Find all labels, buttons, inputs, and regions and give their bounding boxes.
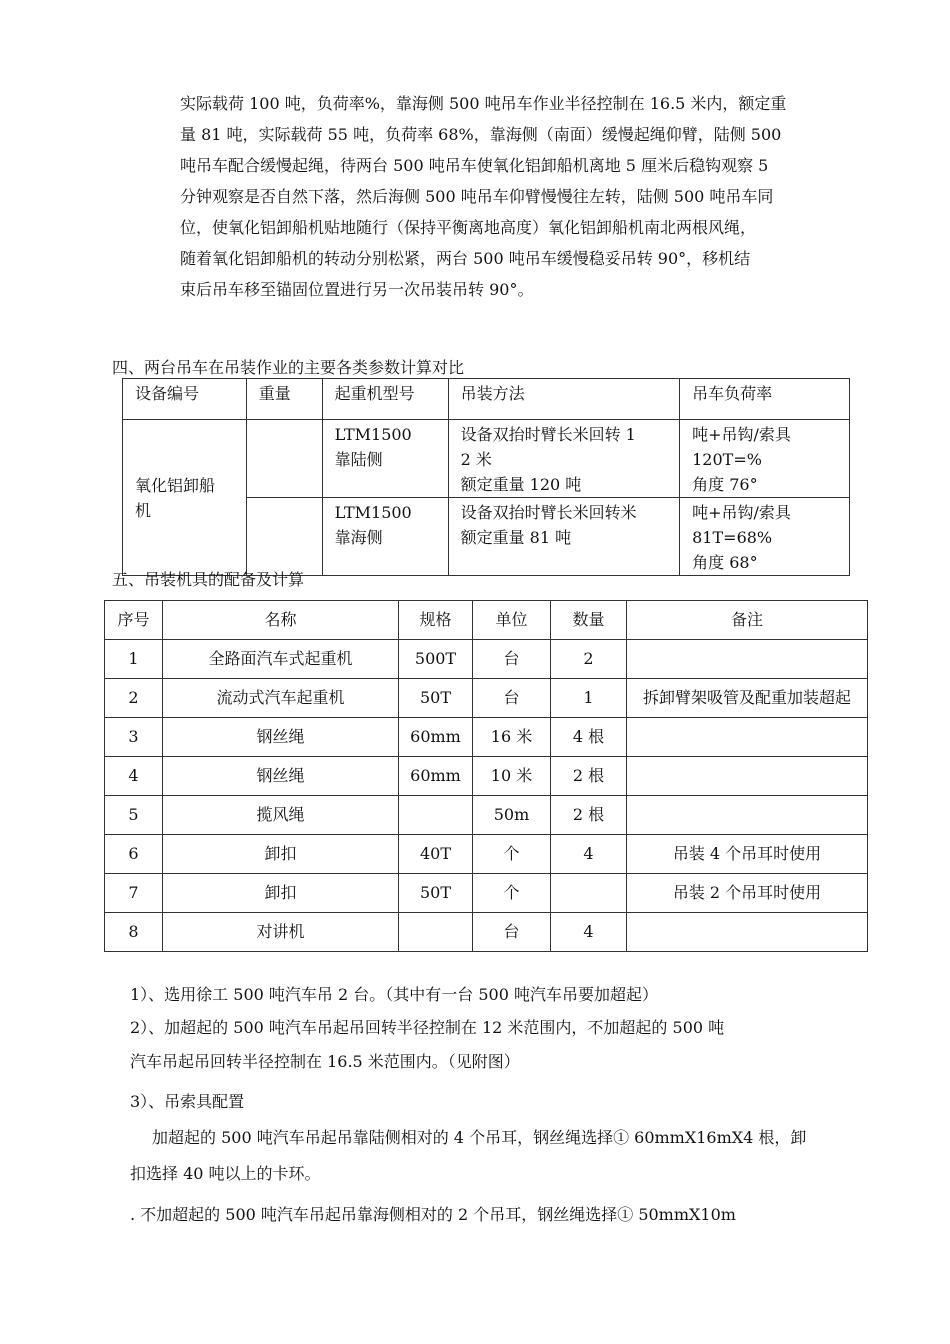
table-row xyxy=(105,640,868,679)
table-cell: 2 根 xyxy=(551,796,627,835)
rigging-equipment-table xyxy=(104,600,868,952)
table-cell: 2 xyxy=(551,640,627,679)
paragraph-line: 吨吊车配合缓慢起绳，待两台 500 吨吊车使氧化铝卸船机离地 5 厘米后稳钩观察 5 xyxy=(180,156,769,175)
table-cell: 4 xyxy=(551,835,627,874)
table-cell: 2 xyxy=(105,679,163,718)
table-cell: 3 xyxy=(105,718,163,757)
table-cell: 500T xyxy=(399,640,473,679)
table-row xyxy=(105,718,868,757)
table-cell: 50m xyxy=(473,796,551,835)
table-cell: 钢丝绳 xyxy=(163,718,399,757)
paragraph-line: 实际载荷 100 吨，负荷率%，靠海侧 500 吨吊车作业半径控制在 16.5 米内，额定重 xyxy=(180,94,787,113)
note-line: 2）、加超起的 500 吨汽车吊起吊回转半径控制在 12 米范围内，不加超起的 500 吨 xyxy=(130,1018,725,1037)
note-line: 3）、吊索具配置 xyxy=(130,1092,245,1111)
paragraph-line: 位，使氧化铝卸船机贴地随行（保持平衡离地高度）氧化铝卸船机南北两根风绳， xyxy=(180,218,757,237)
note-line: . 不加超起的 500 吨汽车吊起吊靠海侧相对的 2 个吊耳，钢丝绳选择① 50mmX10m xyxy=(130,1205,736,1224)
table-cell xyxy=(399,796,473,835)
header-cell: 吊装方法 xyxy=(448,379,680,420)
table-cell: 个 xyxy=(473,874,551,913)
table-cell xyxy=(551,874,627,913)
table-cell xyxy=(399,913,473,952)
table-header-row xyxy=(105,601,868,640)
table-cell: 10 米 xyxy=(473,757,551,796)
header-cell: 名称 xyxy=(163,601,399,640)
table-cell xyxy=(627,913,868,952)
table-cell: 卸扣 xyxy=(163,835,399,874)
table-row xyxy=(105,835,868,874)
table-cell: 对讲机 xyxy=(163,913,399,952)
load-rate-cell: 吨+吊钩/索具 120T=% 角度 76° xyxy=(680,420,850,498)
note-line: 加超起的 500 吨汽车吊起吊靠陆侧相对的 4 个吊耳，钢丝绳选择① 60mmX16mX4 根，卸 xyxy=(152,1128,807,1147)
section-5-heading: 五、吊装机具的配备及计算 xyxy=(112,570,305,589)
table-cell: 6 xyxy=(105,835,163,874)
table-cell: 台 xyxy=(473,679,551,718)
table-cell: 台 xyxy=(473,913,551,952)
paragraph-line: 随着氧化铝卸船机的转动分别松紧，两台 500 吨吊车缓慢稳妥吊转 90°，移机结 xyxy=(180,249,751,268)
table-row xyxy=(105,874,868,913)
header-cell: 数量 xyxy=(551,601,627,640)
header-cell: 吊车负荷率 xyxy=(680,379,850,420)
procedure-paragraph xyxy=(180,88,870,305)
table-cell: 1 xyxy=(551,679,627,718)
paragraph-line: 量 81 吨，实际载荷 55 吨，负荷率 68%，靠海侧（南面）缓慢起绳仰臂，陆侧 500 xyxy=(180,125,782,144)
table-cell: 2 根 xyxy=(551,757,627,796)
model-cell: LTM1500 靠海侧 xyxy=(322,498,448,576)
table-cell: 卸扣 xyxy=(163,874,399,913)
table-cell: 4 xyxy=(105,757,163,796)
table-row xyxy=(123,420,850,498)
table-cell: 揽风绳 xyxy=(163,796,399,835)
table-cell: 拆卸臂架吸管及配重加装超起 xyxy=(627,679,868,718)
table-row xyxy=(105,796,868,835)
table-cell xyxy=(627,640,868,679)
table-row xyxy=(105,679,868,718)
table-cell: 50T xyxy=(399,679,473,718)
header-cell: 单位 xyxy=(473,601,551,640)
method-cell: 设备双抬时臂长米回转 1 2 米 额定重量 120 吨 xyxy=(448,420,680,498)
table-cell: 8 xyxy=(105,913,163,952)
table-cell: 60mm xyxy=(399,718,473,757)
paragraph-line: 分钟观察是否自然下落，然后海侧 500 吨吊车仰臂慢慢往左转，陆侧 500 吨吊车同 xyxy=(180,187,774,206)
model-cell: LTM1500 靠陆侧 xyxy=(322,420,448,498)
table-cell: 1 xyxy=(105,640,163,679)
header-cell: 序号 xyxy=(105,601,163,640)
table-cell: 5 xyxy=(105,796,163,835)
table-cell: 吊装 2 个吊耳时使用 xyxy=(627,874,868,913)
header-cell: 起重机型号 xyxy=(322,379,448,420)
table-header-row xyxy=(123,379,850,420)
table-cell: 4 xyxy=(551,913,627,952)
crane-parameter-table xyxy=(122,378,850,576)
header-cell: 重量 xyxy=(246,379,322,420)
table-cell: 吊装 4 个吊耳时使用 xyxy=(627,835,868,874)
table-cell: 50T xyxy=(399,874,473,913)
table-cell: 60mm xyxy=(399,757,473,796)
equipment-cell: 氧化铝卸船 机 xyxy=(123,420,247,576)
header-cell: 规格 xyxy=(399,601,473,640)
weight-cell xyxy=(246,420,322,498)
method-cell: 设备双抬时臂长米回转米 额定重量 81 吨 xyxy=(448,498,680,576)
table-cell: 7 xyxy=(105,874,163,913)
section-4-heading: 四、两台吊车在吊装作业的主要各类参数计算对比 xyxy=(112,358,465,377)
paragraph-line: 束后吊车移至锚固位置进行另一次吊装吊转 90°。 xyxy=(180,280,534,299)
table-cell: 16 米 xyxy=(473,718,551,757)
weight-cell xyxy=(246,498,322,576)
table-row xyxy=(105,913,868,952)
note-line: 汽车吊起吊回转半径控制在 16.5 米范围内。（见附图） xyxy=(130,1052,520,1071)
table-cell: 个 xyxy=(473,835,551,874)
table-cell xyxy=(627,757,868,796)
header-cell: 设备编号 xyxy=(123,379,247,420)
table-cell xyxy=(627,718,868,757)
table-cell: 钢丝绳 xyxy=(163,757,399,796)
header-cell: 备注 xyxy=(627,601,868,640)
table-cell: 流动式汽车起重机 xyxy=(163,679,399,718)
table-cell: 台 xyxy=(473,640,551,679)
table-cell: 40T xyxy=(399,835,473,874)
note-line: 1）、选用徐工 500 吨汽车吊 2 台。（其中有一台 500 吨汽车吊要加超起） xyxy=(130,985,658,1004)
table-row xyxy=(105,757,868,796)
note-line: 扣选择 40 吨以上的卡环。 xyxy=(130,1164,321,1183)
load-rate-cell: 吨+吊钩/索具 81T=68% 角度 68° xyxy=(680,498,850,576)
table-cell: 全路面汽车式起重机 xyxy=(163,640,399,679)
table-cell: 4 根 xyxy=(551,718,627,757)
table-cell xyxy=(627,796,868,835)
